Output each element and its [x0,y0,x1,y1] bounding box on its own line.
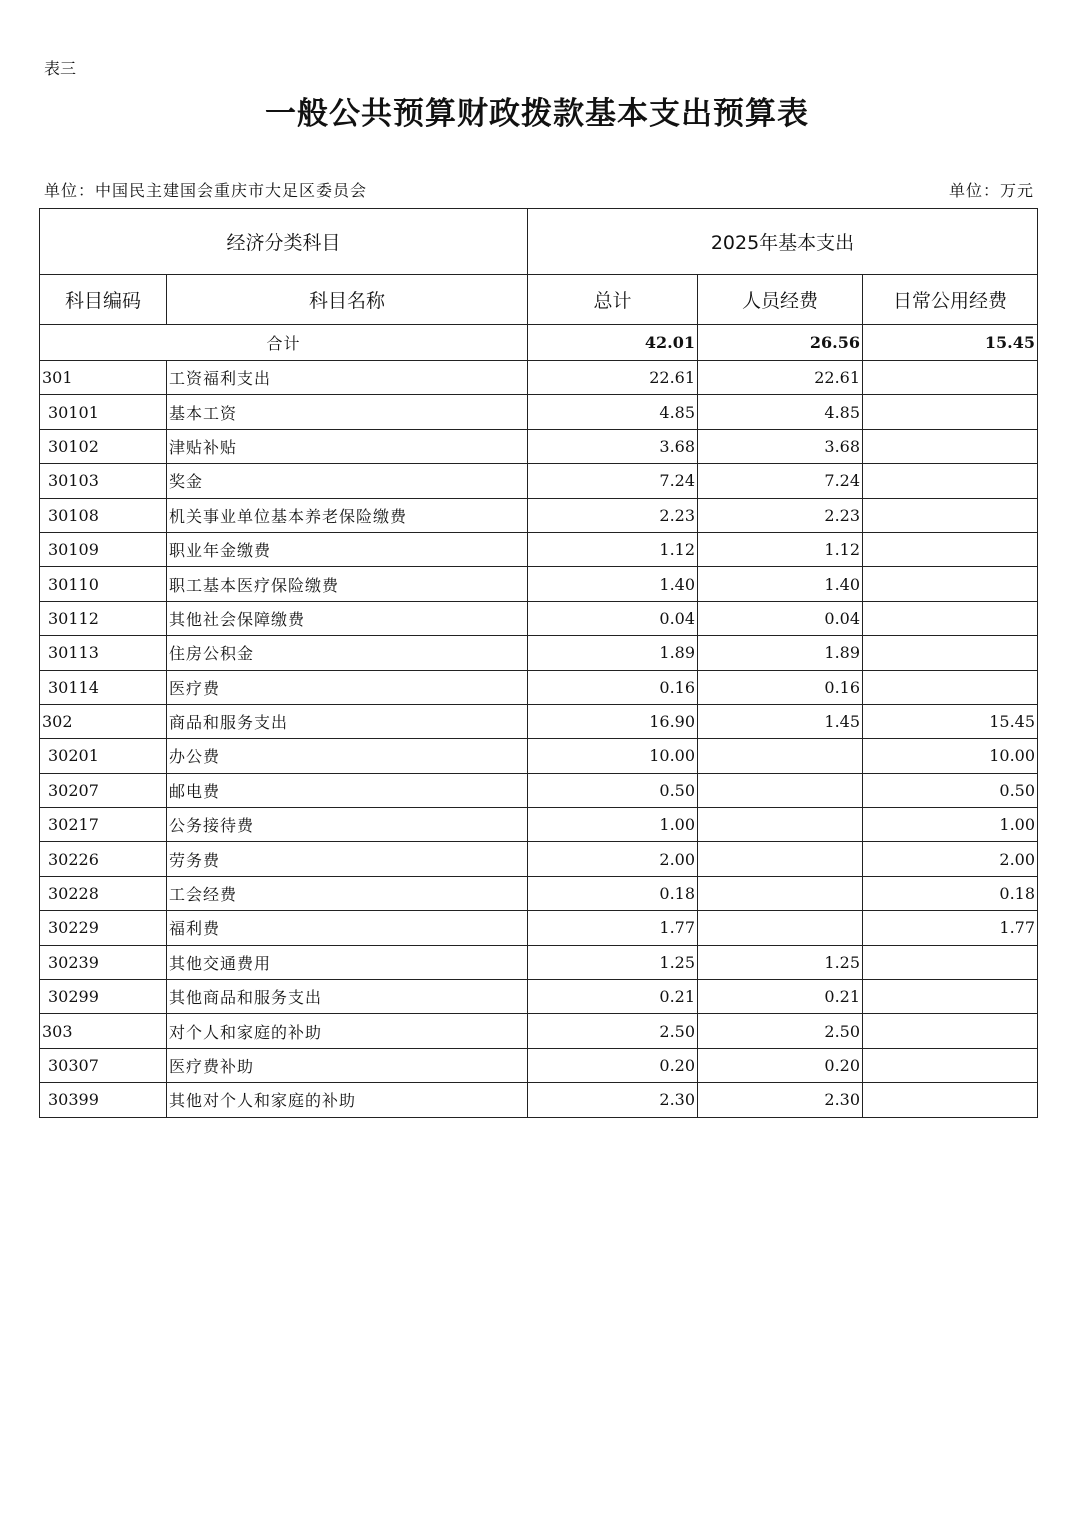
row-public [863,429,1038,463]
row-code: 30239 [40,945,167,979]
table-row [40,911,1038,945]
row-public: 15.45 [863,704,1038,738]
total-row [40,325,1038,361]
row-public [863,532,1038,566]
row-code: 30103 [40,464,167,498]
row-code: 302 [40,704,167,738]
row-total: 0.20 [528,1048,698,1082]
header-total: 总计 [528,275,698,325]
row-name: 医疗费 [167,670,528,704]
row-personnel: 2.30 [698,1083,863,1117]
row-personnel: 7.24 [698,464,863,498]
row-personnel: 1.89 [698,636,863,670]
row-personnel [698,773,863,807]
row-code: 30102 [40,429,167,463]
row-code: 30101 [40,395,167,429]
row-total: 0.16 [528,670,698,704]
row-total: 2.30 [528,1083,698,1117]
row-code: 303 [40,1014,167,1048]
total-public: 15.45 [863,325,1038,361]
table-row [40,498,1038,532]
table-row [40,395,1038,429]
budget-table [39,208,1038,1118]
row-total: 16.90 [528,704,698,738]
row-personnel [698,842,863,876]
table-row [40,808,1038,842]
table-row [40,670,1038,704]
header-economic-classification: 经济分类科目 [40,209,528,275]
row-public [863,670,1038,704]
total-personnel: 26.56 [698,325,863,361]
row-public [863,945,1038,979]
row-code: 30113 [40,636,167,670]
row-public: 0.18 [863,876,1038,910]
reporting-unit: 单位：中国民主建国会重庆市大足区委员会 [44,181,368,200]
row-total: 1.25 [528,945,698,979]
row-total: 7.24 [528,464,698,498]
table-row [40,980,1038,1014]
currency-unit: 单位：万元 [948,181,1034,200]
row-code: 30226 [40,842,167,876]
row-total: 2.00 [528,842,698,876]
row-personnel: 1.12 [698,532,863,566]
row-name: 基本工资 [167,395,528,429]
row-code: 30307 [40,1048,167,1082]
row-public [863,395,1038,429]
header-row-columns [40,275,1038,325]
row-personnel [698,911,863,945]
row-total: 10.00 [528,739,698,773]
table-row [40,636,1038,670]
row-code: 30207 [40,773,167,807]
row-total: 2.50 [528,1014,698,1048]
row-name: 医疗费补助 [167,1048,528,1082]
row-code: 30109 [40,532,167,566]
row-code: 30201 [40,739,167,773]
row-name: 其他商品和服务支出 [167,980,528,1014]
row-code: 30399 [40,1083,167,1117]
row-personnel [698,808,863,842]
row-total: 1.89 [528,636,698,670]
total-value: 42.01 [528,325,698,361]
table-row [40,842,1038,876]
row-personnel: 1.45 [698,704,863,738]
row-total: 4.85 [528,395,698,429]
row-name: 职业年金缴费 [167,532,528,566]
table-row [40,1083,1038,1117]
row-name: 津贴补贴 [167,429,528,463]
row-code: 30229 [40,911,167,945]
row-public [863,567,1038,601]
row-code: 30112 [40,601,167,635]
table-row [40,361,1038,395]
total-label: 合计 [40,325,528,361]
row-name: 对个人和家庭的补助 [167,1014,528,1048]
row-code: 30228 [40,876,167,910]
header-row-group [40,209,1038,275]
row-public: 1.77 [863,911,1038,945]
row-public [863,636,1038,670]
row-name: 工会经费 [167,876,528,910]
table-row [40,464,1038,498]
row-name: 其他交通费用 [167,945,528,979]
row-public: 2.00 [863,842,1038,876]
table-row [40,601,1038,635]
table-row [40,876,1038,910]
row-total: 0.50 [528,773,698,807]
row-total: 3.68 [528,429,698,463]
row-total: 0.18 [528,876,698,910]
row-name: 其他社会保障缴费 [167,601,528,635]
row-total: 22.61 [528,361,698,395]
page-title: 一般公共预算财政拨款基本支出预算表 [265,96,809,132]
header-personnel: 人员经费 [698,275,863,325]
row-personnel: 2.50 [698,1014,863,1048]
row-personnel: 3.68 [698,429,863,463]
row-public: 0.50 [863,773,1038,807]
table-row [40,704,1038,738]
table-row [40,1048,1038,1082]
table-row [40,429,1038,463]
header-code: 科目编码 [40,275,167,325]
row-public [863,980,1038,1014]
row-total: 1.40 [528,567,698,601]
row-name: 其他对个人和家庭的补助 [167,1083,528,1117]
row-public: 10.00 [863,739,1038,773]
row-code: 30217 [40,808,167,842]
row-name: 职工基本医疗保险缴费 [167,567,528,601]
row-personnel [698,739,863,773]
row-code: 301 [40,361,167,395]
row-name: 奖金 [167,464,528,498]
row-personnel: 1.25 [698,945,863,979]
row-total: 1.77 [528,911,698,945]
row-name: 劳务费 [167,842,528,876]
table-row [40,567,1038,601]
row-code: 30110 [40,567,167,601]
row-personnel: 4.85 [698,395,863,429]
row-name: 办公费 [167,739,528,773]
table-row [40,532,1038,566]
row-personnel: 0.16 [698,670,863,704]
row-public [863,1083,1038,1117]
header-name: 科目名称 [167,275,528,325]
row-public: 1.00 [863,808,1038,842]
row-total: 0.21 [528,980,698,1014]
row-total: 2.23 [528,498,698,532]
header-public: 日常公用经费 [863,275,1038,325]
row-public [863,361,1038,395]
row-personnel: 2.23 [698,498,863,532]
table-row [40,773,1038,807]
row-code: 30108 [40,498,167,532]
row-name: 商品和服务支出 [167,704,528,738]
row-name: 工资福利支出 [167,361,528,395]
row-public [863,464,1038,498]
table-row [40,739,1038,773]
row-personnel [698,876,863,910]
row-name: 公务接待费 [167,808,528,842]
row-personnel: 0.20 [698,1048,863,1082]
row-personnel: 22.61 [698,361,863,395]
row-name: 机关事业单位基本养老保险缴费 [167,498,528,532]
row-code: 30114 [40,670,167,704]
header-basic-expenditure: 2025年基本支出 [528,209,1038,275]
row-name: 邮电费 [167,773,528,807]
row-personnel: 0.04 [698,601,863,635]
row-public [863,1048,1038,1082]
row-public [863,498,1038,532]
row-public [863,1014,1038,1048]
row-name: 福利费 [167,911,528,945]
row-public [863,601,1038,635]
table-row [40,945,1038,979]
row-total: 1.00 [528,808,698,842]
row-personnel: 0.21 [698,980,863,1014]
table-number: 表三 [44,59,77,78]
row-total: 0.04 [528,601,698,635]
row-name: 住房公积金 [167,636,528,670]
row-code: 30299 [40,980,167,1014]
row-total: 1.12 [528,532,698,566]
row-personnel: 1.40 [698,567,863,601]
table-row [40,1014,1038,1048]
